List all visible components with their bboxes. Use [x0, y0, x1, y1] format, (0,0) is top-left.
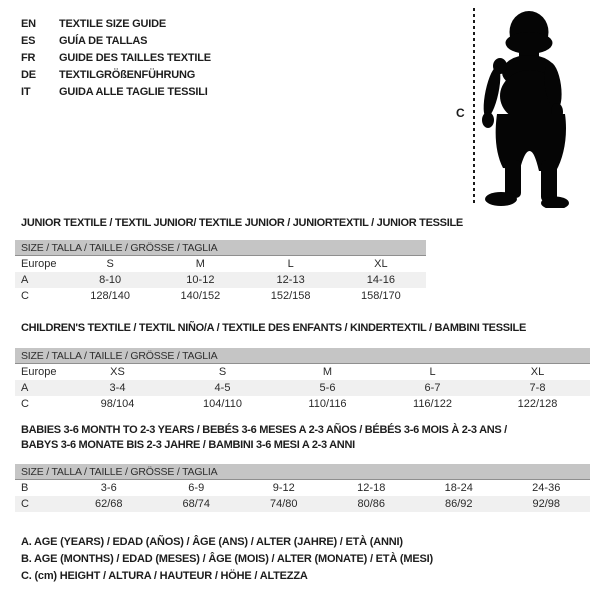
- lang-row-es: [21, 33, 211, 50]
- row-cell: L: [287, 258, 294, 270]
- row-cell: 3-6: [100, 482, 117, 494]
- row-cell: 9-12: [272, 482, 295, 494]
- row-cell: S: [218, 366, 227, 378]
- row-cell: 12-13: [276, 274, 305, 286]
- row-cell: 62/68: [94, 498, 123, 510]
- language-title-list: [21, 16, 211, 101]
- table-row-europe: [15, 364, 590, 380]
- row-cell: 14-16: [366, 274, 395, 286]
- footnote-c: C. (cm) HEIGHT / ALTURA / HAUTEUR / HÖHE / ALTEZZA: [21, 570, 308, 582]
- row-cell: 18-24: [444, 482, 473, 494]
- row-label: C: [21, 290, 29, 302]
- babies-title-line1: BABIES 3-6 MONTH TO 2-3 YEARS / BEBÉS 3-6 MESES A 2-3 AÑOS / BÉBÉS 3-6 MOIS À 2-3 ANS /: [21, 424, 507, 436]
- row-cell: 12-18: [357, 482, 386, 494]
- row-cell: 3-4: [109, 382, 126, 394]
- table-row-age: [15, 380, 590, 396]
- lang-label: GUIDE DES TAILLES TEXTILE: [59, 52, 211, 64]
- lang-label: GUIDA ALLE TAGLIE TESSILI: [59, 86, 208, 98]
- footnote-a: A. AGE (YEARS) / EDAD (AÑOS) / ÂGE (ANS) / ALTER (JAHRE) / ETÀ (ANNI): [21, 536, 403, 548]
- height-dashed-line: [473, 8, 475, 206]
- baby-silhouette-icon: [480, 8, 580, 208]
- row-cell: XS: [110, 366, 125, 378]
- lang-label: TEXTILGRÖßENFÜHRUNG: [59, 69, 196, 81]
- table-row-height: [15, 396, 590, 412]
- lang-row-en: [21, 16, 211, 33]
- row-label: A: [21, 274, 29, 286]
- babies-title-line2: BABYS 3-6 MONATE BIS 2-3 JAHRE / BAMBINI 3-6 MESI A 2-3 ANNI: [21, 439, 355, 451]
- row-cell: 110/116: [308, 398, 347, 410]
- footnotes: [21, 534, 433, 585]
- table-row-months: [15, 480, 590, 496]
- babies-table-title: [21, 423, 507, 453]
- lang-code: IT: [21, 86, 31, 98]
- row-cell: 104/110: [203, 398, 242, 410]
- size-header-bar: SIZE / TALLA / TAILLE / GRÖSSE / TAGLIA: [15, 348, 590, 364]
- row-cell: 92/98: [532, 498, 561, 510]
- row-cell: 86/92: [444, 498, 473, 510]
- row-label: Europe: [21, 258, 57, 270]
- row-cell: M: [322, 366, 333, 378]
- row-cell: 122/128: [517, 398, 558, 410]
- row-cell: 152/158: [270, 290, 311, 302]
- row-cell: 5-6: [319, 382, 336, 394]
- lang-row-fr: [21, 50, 211, 67]
- table-row-europe: [15, 256, 426, 272]
- lang-code: FR: [21, 52, 36, 64]
- junior-size-table: [15, 240, 426, 304]
- lang-row-it: [21, 84, 211, 101]
- row-label: C: [21, 498, 29, 510]
- row-cell: 7-8: [529, 382, 546, 394]
- row-cell: 24-36: [532, 482, 561, 494]
- row-cell: 4-5: [214, 382, 231, 394]
- junior-table-title: JUNIOR TEXTILE / TEXTIL JUNIOR/ TEXTILE JUNIOR / JUNIORTEXTIL / JUNIOR TESSILE: [21, 217, 463, 229]
- height-measure-label: C: [456, 106, 465, 120]
- lang-code: DE: [21, 69, 36, 81]
- row-cell: 98/104: [100, 398, 135, 410]
- size-header-bar: SIZE / TALLA / TAILLE / GRÖSSE / TAGLIA: [15, 240, 426, 256]
- row-label: C: [21, 398, 29, 410]
- row-cell: XL: [530, 366, 545, 378]
- table-row-height: [15, 496, 590, 512]
- row-cell: 80/86: [357, 498, 386, 510]
- row-cell: 68/74: [182, 498, 211, 510]
- lang-label: TEXTILE SIZE GUIDE: [59, 18, 167, 30]
- row-cell: L: [429, 366, 436, 378]
- lang-label: GUÍA DE TALLAS: [59, 35, 148, 47]
- row-cell: 128/140: [90, 290, 130, 302]
- size-header-bar: SIZE / TALLA / TAILLE / GRÖSSE / TAGLIA: [15, 464, 590, 480]
- children-size-table: [15, 348, 590, 412]
- row-label: Europe: [21, 366, 57, 378]
- row-cell: 6-7: [424, 382, 441, 394]
- row-cell: 8-10: [99, 274, 122, 286]
- lang-code: ES: [21, 35, 36, 47]
- row-label: A: [21, 382, 29, 394]
- row-cell: 74/80: [269, 498, 298, 510]
- lang-code: EN: [21, 18, 36, 30]
- row-cell: 6-9: [188, 482, 205, 494]
- footnote-b: B. AGE (MONTHS) / EDAD (MESES) / ÂGE (MOIS) / ALTER (MONATE) / ETÀ (MESI): [21, 553, 433, 565]
- row-cell: 116/122: [413, 398, 452, 410]
- babies-size-table: [15, 464, 590, 512]
- row-cell: 140/152: [180, 290, 221, 302]
- children-table-title: CHILDREN'S TEXTILE / TEXTIL NIÑO/A / TEXTILE DES ENFANTS / KINDERTEXTIL / BAMBINI TESSILE: [21, 322, 526, 334]
- row-label: B: [21, 482, 29, 494]
- table-row-height: [15, 288, 426, 304]
- table-row-age: [15, 272, 426, 288]
- row-cell: XL: [374, 258, 388, 270]
- row-cell: M: [195, 258, 205, 270]
- lang-row-de: [21, 67, 211, 84]
- row-cell: 158/170: [360, 290, 401, 302]
- row-cell: S: [106, 258, 114, 270]
- row-cell: 10-12: [186, 274, 215, 286]
